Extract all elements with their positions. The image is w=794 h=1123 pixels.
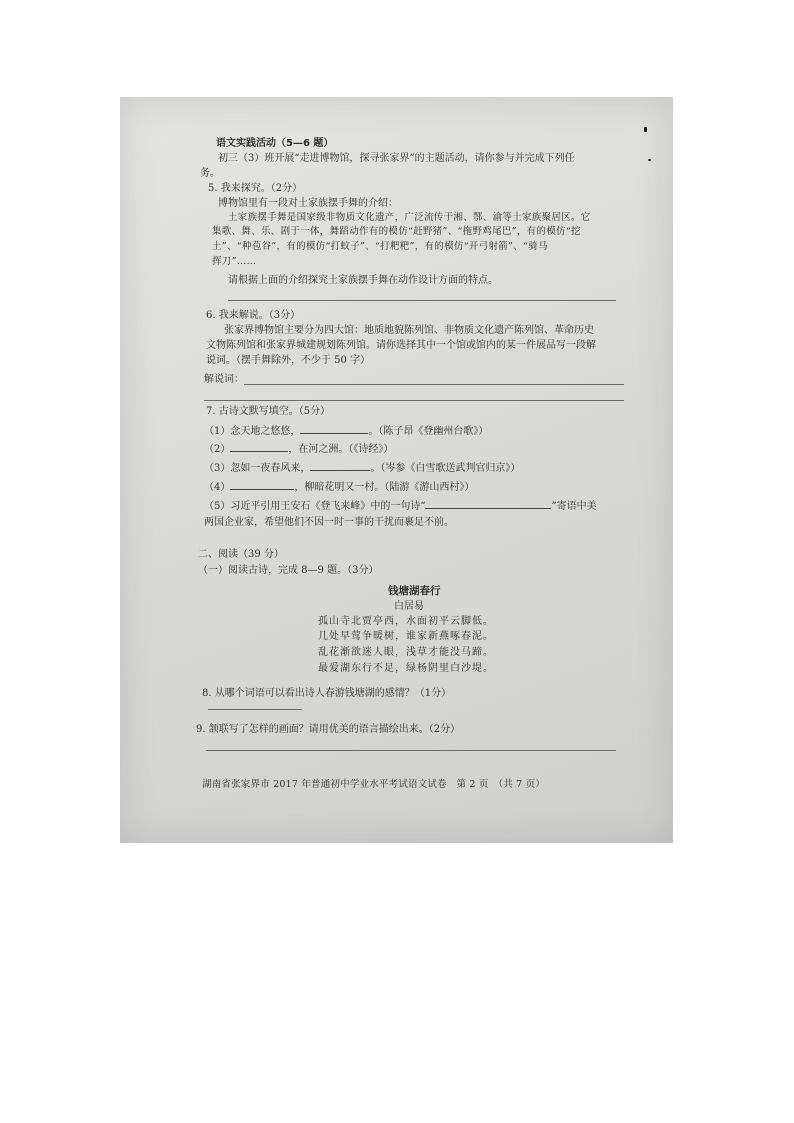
q8-answer-line xyxy=(208,709,302,710)
q5-passage-line-2: 集歌、舞、乐、剧于一体，舞蹈动作有的模仿“赶野猪”、“拖野鸡尾巴”，有的模仿“挖 xyxy=(212,226,581,237)
poem-line-4: 最爱湖东行不足，绿杨阴里白沙堤。 xyxy=(318,663,494,674)
scanned-exam-page-photo xyxy=(120,97,673,843)
q7-item-2-prefix: （2） xyxy=(204,444,231,455)
practice-intro-line-2: 务。 xyxy=(200,168,220,179)
q9-label: 9. 颔联写了怎样的画面？请用优美的语言描绘出来。（2分） xyxy=(196,724,461,735)
q7-item-5-suffix: ”寄语中美 xyxy=(551,501,597,512)
q5-answer-line xyxy=(228,300,616,301)
q7-item-5 xyxy=(204,498,597,514)
q5-passage-line-3: 土”、“种苞谷”，有的模仿“打蚊子”、“打粑粑”，有的模仿“开弓射箭”、“骑马 xyxy=(212,241,548,252)
poem-title: 钱塘湖春行 xyxy=(388,585,441,597)
q7-item-5-blank xyxy=(425,498,551,509)
q6-label: 6. 我来解说。（3分） xyxy=(206,310,301,321)
q7-item-4-blank xyxy=(230,479,294,490)
reading-subsection-title: （一）阅读古诗，完成 8—9 题。（3分） xyxy=(198,565,379,576)
q7-item-3-blank xyxy=(310,460,370,471)
practice-intro-line-1: 初三（3）班开展“走进博物馆，探寻张家界”的主题活动，请你参与并完成下列任 xyxy=(218,153,575,164)
q7-item-3-prefix: （3）忽如一夜春风来， xyxy=(204,463,311,474)
q8-label: 8. 从哪个词语可以看出诗人春游钱塘湖的感情？（1分） xyxy=(202,688,452,699)
q7-item-2-suffix: ，在河之洲。（《诗经》） xyxy=(288,444,394,455)
poem-author: 白居易 xyxy=(394,601,424,612)
q6-line-2: 文物陈列馆和张家界城建规划陈列馆。请你选择其中一个馆或馆内的某一件展品写一段解 xyxy=(206,340,596,351)
poem-line-3: 乱花渐欲迷人眼，浅草才能没马蹄。 xyxy=(318,647,494,658)
q6-line-3: 说词。（摆手舞除外，不少于 50 字） xyxy=(206,355,371,366)
q7-item-1-suffix: 。（陈子昂《登幽州台歌》） xyxy=(368,426,489,437)
q7-item-2-blank xyxy=(230,441,288,452)
q7-item-2 xyxy=(204,441,393,457)
q5-passage-line-4: 挥刀”…… xyxy=(212,256,257,267)
q7-item-5-continuation: 两国企业家，希望他们不因一时一事的干扰而裹足不前。 xyxy=(204,517,454,528)
q6-answer-line-1 xyxy=(244,384,624,385)
poem-line-2: 几处早莺争暖树，谁家新燕啄春泥。 xyxy=(318,631,494,642)
reading-section-title: 二、阅读（39 分） xyxy=(198,549,284,560)
q7-item-4 xyxy=(204,479,474,495)
q7-item-3 xyxy=(204,460,520,476)
q6-answer-line-2 xyxy=(204,400,624,401)
practice-section-title: 语文实践活动（5—6 题） xyxy=(216,138,334,149)
q5-passage-line-1: 土家族摆手舞是国家级非物质文化遗产，广泛流传于湘、鄂、渝等土家族聚居区。它 xyxy=(228,212,591,223)
page-footer: 湖南省张家界市 2017 年普通初中学业水平考试语文试卷 第 2 页 （共 7 页） xyxy=(202,779,546,790)
q5-lead: 博物馆里有一段对土家族摆手舞的介绍： xyxy=(218,198,398,209)
q7-item-5-prefix: （5）习近平引用王安石《登飞来峰》中的一句诗“ xyxy=(204,501,426,512)
q7-item-3-suffix: 。（岑参《白雪歌送武判官归京》） xyxy=(370,463,521,474)
q7-item-1-prefix: （1）念天地之悠悠， xyxy=(204,426,301,437)
q6-answer-label: 解说词： xyxy=(204,374,244,385)
q5-label: 5. 我来探究。（2分） xyxy=(208,183,303,194)
scan-speck-right xyxy=(648,159,651,161)
q5-question: 请根据上面的介绍探究土家族摆手舞在动作设计方面的特点。 xyxy=(228,275,498,286)
q7-item-1-blank xyxy=(300,423,368,434)
poem-line-1: 孤山寺北贾亭西，水面初平云脚低。 xyxy=(318,616,494,627)
q9-answer-line xyxy=(206,750,616,751)
scan-speck-top xyxy=(644,127,647,132)
q7-item-4-prefix: （4） xyxy=(204,482,231,493)
q6-line-1: 张家界博物馆主要分为四大馆：地质地貌陈列馆、非物质文化遗产陈列馆、革命历史 xyxy=(224,325,594,336)
q7-label: 7. 古诗文默写填空。（5分） xyxy=(206,406,331,417)
q7-item-1 xyxy=(204,423,488,439)
q7-item-4-suffix: ，柳暗花明又一村。（陆游《游山西村》） xyxy=(294,482,475,493)
exam-page-content xyxy=(120,97,673,843)
